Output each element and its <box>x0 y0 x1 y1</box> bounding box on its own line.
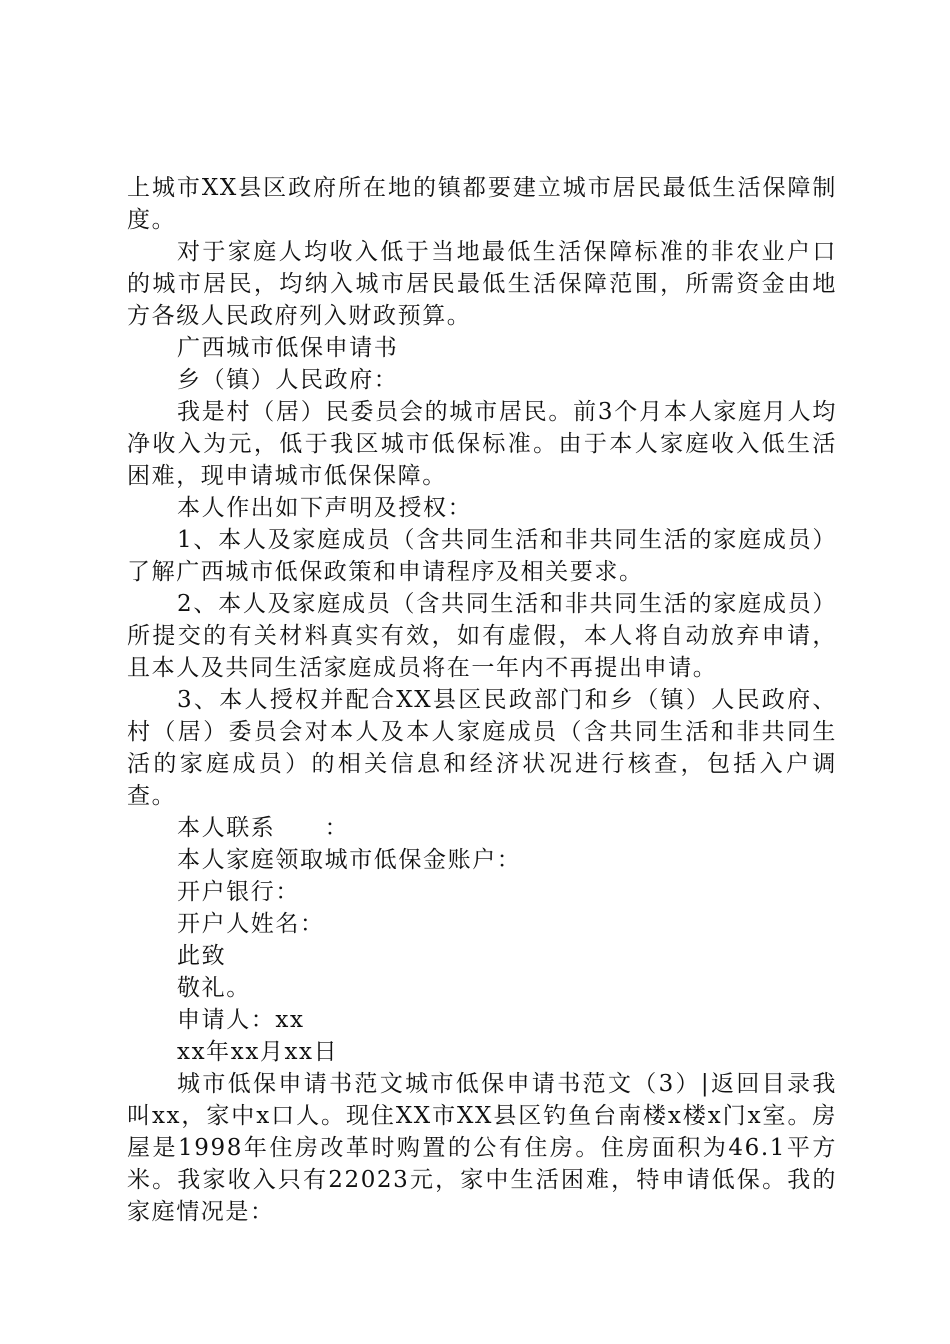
closing-1: 此致 <box>177 943 227 969</box>
declaration-item-1: 1、本人及家庭成员（含共同生活和非共同生活的家庭成员）了解广西城市低保政策和申请程序及相关要求。 <box>127 527 837 585</box>
application-statement: 我是村（居）民委员会的城市居民。前3个月本人家庭月人均净收入为元，低于我区城市低保标准。由于本人家庭收入低生活困难，现申请城市低保保障。 <box>127 399 837 489</box>
paragraph-2: 对于家庭人均收入低于当地最低生活保障标准的非农业户口的城市居民，均纳入城市居民最低生活保障范围，所需资金由地方各级人民政府列入财政预算。 <box>127 239 837 329</box>
section-title: 广西城市低保申请书 <box>177 335 399 361</box>
date-line: xx年xx月xx日 <box>177 1039 339 1065</box>
declaration-item-2: 2、本人及家庭成员（含共同生活和非共同生活的家庭成员）所提交的有关材料真实有效，如有虚假，本人将自动放弃申请，且本人及共同生活家庭成员将在一年内不再提出申请。 <box>127 591 837 681</box>
bank-line: 开户银行： <box>177 879 300 905</box>
account-line: 本人家庭领取城市低保金账户： <box>177 847 522 873</box>
document-body <box>127 172 837 1228</box>
declaration-item-3: 3、本人授权并配合XX县区民政部门和乡（镇）人民政府、村（居）委员会对本人及本人家庭成员（含共同生活和非共同生活的家庭成员）的相关信息和经济状况进行核查，包括入户调查。 <box>127 687 837 809</box>
applicant-line: 申请人：xx <box>177 1007 305 1033</box>
account-holder-line: 开户人姓名： <box>177 911 325 937</box>
sample-paragraph: 城市低保申请书范文城市低保申请书范文（3）|返回目录我叫xx，家中x口人。现住XX市XX县区钓鱼台南楼x楼x门x室。房屋是1998年住房改革时购置的公有住房。住房面积为46.1平方米。我家收入只有22023元，家中生活困难，特申请低保。我的家庭情况是： <box>127 1071 837 1225</box>
declaration-intro: 本人作出如下声明及授权： <box>177 495 473 521</box>
paragraph-1: 上城市XX县区政府所在地的镇都要建立城市居民最低生活保障制度。 <box>127 175 837 233</box>
salutation: 乡（镇）人民政府： <box>177 367 399 393</box>
contact-line: 本人联系 ： <box>177 815 350 841</box>
closing-2: 敬礼。 <box>177 975 251 1001</box>
